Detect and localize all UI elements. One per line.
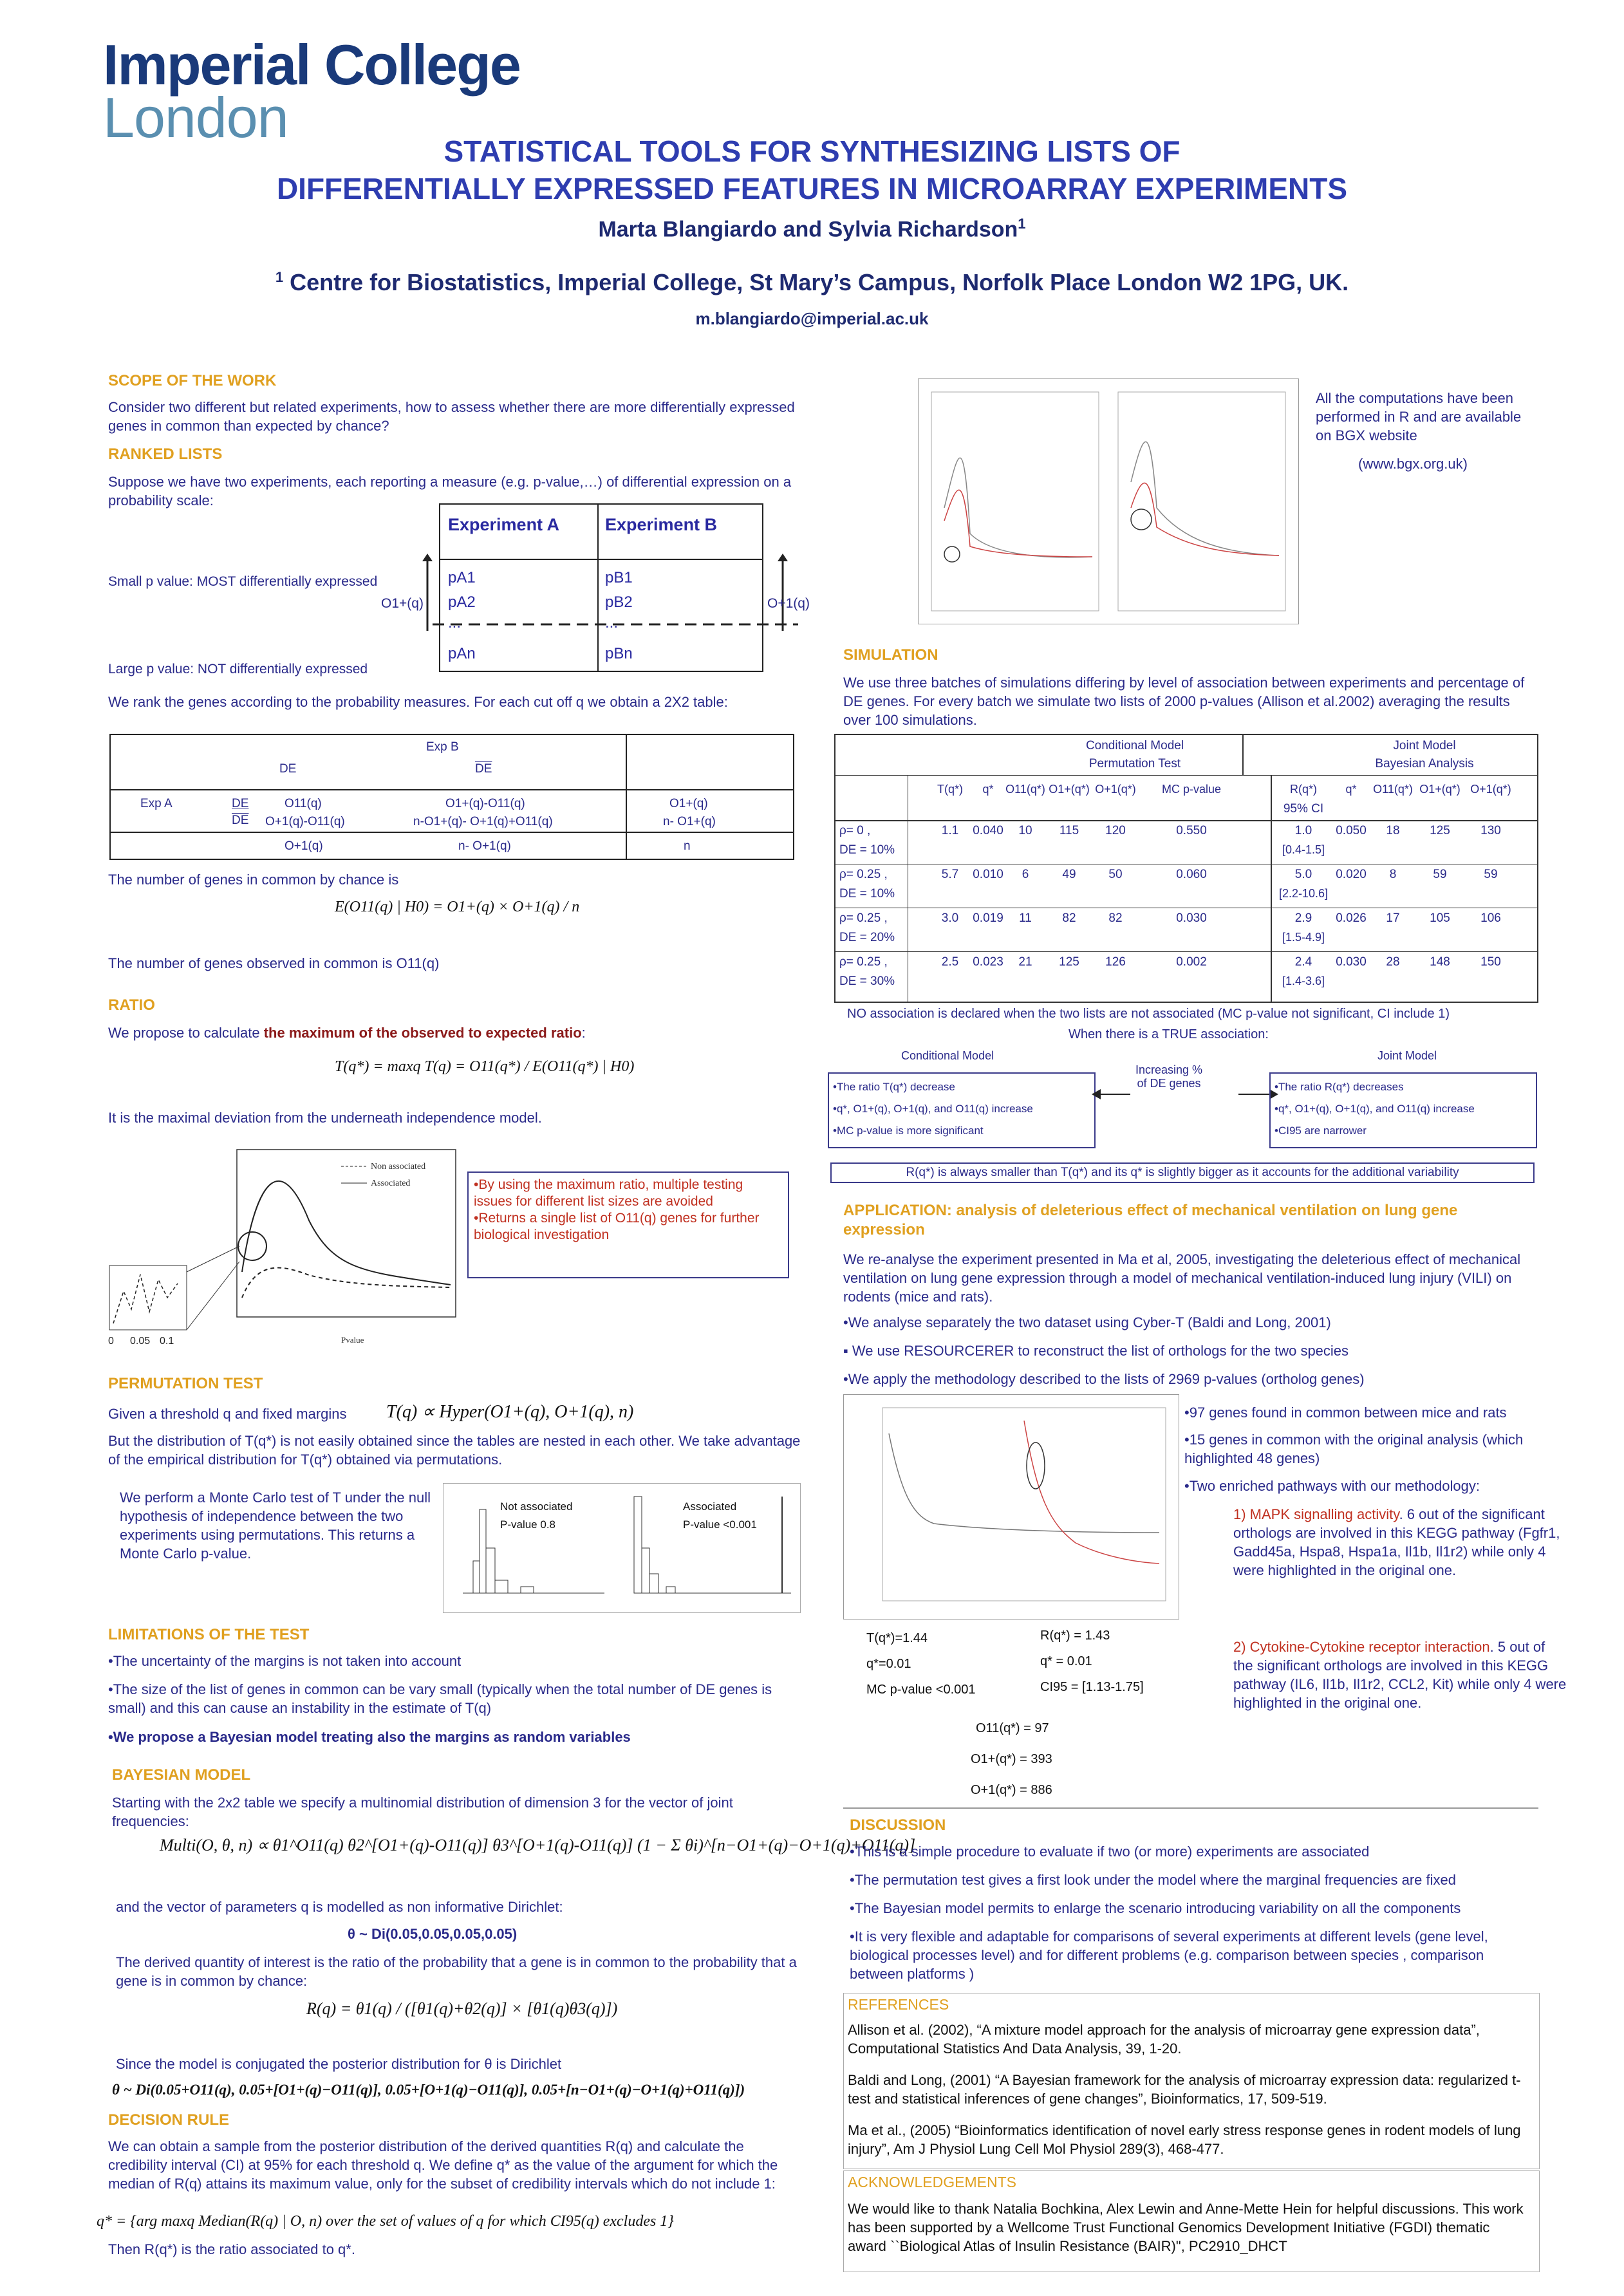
sim-header-cell: O11(q*)	[1373, 783, 1413, 796]
sim-cell: 150	[1480, 955, 1501, 969]
reference-2: Baldi and Long, (2001) “A Bayesian framework for the analysis of microarray expression data: regularized t-test and statistical inferences of gene changes”, Bioinformatics, 17, 509-519.	[848, 2072, 1521, 2107]
bayes-dirichlet: θ ~ Di(0.05,0.05,0.05,0.05)	[348, 1926, 518, 1942]
perm-text3: We perform a Monte Carlo test of T under the null hypothesis of independence between the two experiments using permutations. This returns a Monte Carlo p-value.	[120, 1489, 431, 1562]
sim-row-label-de: DE = 10%	[839, 843, 895, 857]
sim-row-label-de: DE = 10%	[839, 887, 895, 901]
authors-text: Marta Blangiardo and Sylvia Richardson	[598, 217, 1018, 242]
sim-row-label: ρ= 0.25 ,	[839, 955, 888, 969]
expb-label: Exp B	[426, 740, 459, 754]
pathway-2-title: 2) Cytokine-Cytokine receptor interaction	[1233, 1639, 1490, 1655]
bayes-formula3: θ ~ Di(0.05+O11(q), 0.05+[O1+(q)−O11(q)], 0.05+[O+1(q)−O11(q)], 0.05+[n−O1+(q)−O+1(q)+O11(q)])	[112, 2082, 745, 2098]
ack-heading: ACKNOWLEDGEMENTS	[848, 2174, 1016, 2190]
sim-cell: 10	[1018, 824, 1032, 837]
sim-header-cell: q*	[1345, 783, 1357, 796]
references-heading: REFERENCES	[848, 1996, 949, 2013]
inset-tick-1: 0.05	[130, 1336, 151, 1347]
discussion-b4: •It is very flexible and adaptable for comparisons of several experiments at different levels (gene level, biological processes level) and for different problems (e.g. comparison between species , comparison between platforms )	[850, 1928, 1488, 1982]
t-value: T(q*)=1.44	[866, 1631, 928, 1645]
app-r3: •Two enriched pathways with our methodology:	[1184, 1478, 1480, 1494]
sim-cell: 125	[1430, 824, 1450, 837]
bayes-text1: Starting with the 2x2 table we specify a multinomial distribution of dimension 3 for the vector of joint frequencies:	[112, 1795, 733, 1829]
pathway-1-title: 1) MAPK signalling activity	[1233, 1506, 1399, 1522]
sim-cell: 0.030	[1176, 911, 1207, 925]
ratio-pre: We propose to calculate	[108, 1025, 264, 1041]
sim-header-cell: O1+(q*)	[1419, 783, 1461, 796]
no-assoc-text: NO association is declared when the two lists are not associated (MC p-value not significant, CI include 1)	[847, 1007, 1450, 1021]
q2-value: q* = 0.01	[1040, 1654, 1092, 1668]
ratio-text2: It is the maximal deviation from the underneath independence model.	[108, 1110, 542, 1126]
sim-cell: 126	[1105, 955, 1126, 969]
debar-row-label: $\overline{DE}$	[232, 814, 249, 827]
sim-row-label: ρ= 0.25 ,	[839, 911, 888, 925]
sim-cell: 1.0	[1294, 824, 1312, 837]
simulation-plots	[918, 378, 1299, 624]
sim-ci-cell: [0.4-1.5]	[1282, 843, 1325, 856]
computations-text: All the computations have been performed in R and are available on BGX website	[1316, 390, 1522, 443]
sim-row-label: ρ= 0 ,	[839, 824, 871, 837]
legend-assoc: Associated	[371, 1179, 411, 1188]
sim-cell: 125	[1059, 955, 1079, 969]
r-value: R(q*) = 1.43	[1040, 1629, 1110, 1643]
ranked-text: Suppose we have two experiments, each reporting a measure (e.g. p-value,…) of differential expression on a probability scale:	[108, 474, 792, 509]
rank-text: We rank the genes according to the probability measures. For each cut off q we obtain a 2X2 table:	[108, 694, 728, 710]
author-sup: 1	[1018, 216, 1026, 232]
ratio-bullets-box	[467, 1171, 789, 1278]
title-line2: DIFFERENTIALLY EXPRESSED FEATURES IN MICROARRAY EXPERIMENTS	[276, 172, 1348, 205]
discussion-b1: •This is a simple procedure to evaluate if two (or more) experiments are associated	[850, 1843, 1370, 1860]
bayes-text3: The derived quantity of interest is the ratio of the probability that a gene is in common to the probability that a gene is in common by chance:	[116, 1954, 797, 1989]
sim-cell: 50	[1108, 868, 1123, 881]
expa-label: Exp A	[140, 797, 173, 810]
sim-cell: 0.019	[973, 911, 1003, 925]
discussion-heading: DISCUSSION	[850, 1816, 946, 1834]
logo-line1: Imperial College	[103, 33, 520, 97]
hist1-title: Not associated	[500, 1500, 573, 1513]
sim-cell: 59	[1484, 868, 1498, 881]
group-bayesian: Bayesian Analysis	[1375, 757, 1474, 770]
decision-text1: We can obtain a sample from the posterior distribution of the derived quantities R(q) and calculate the credibility interval (CI) at 95% for each threshold q. We define q* as the value of the argument for which the median of R(q) attains its maximum value, only for the subset of credibility intervals which do not include 1:	[108, 2138, 778, 2192]
note-box	[830, 1162, 1535, 1183]
limits-b3: •We propose a Bayesian model treating also the margins as random variables	[108, 1729, 631, 1745]
joint-item-3: •CI95 are narrower	[1274, 1125, 1367, 1137]
increasing-label: Increasing % of DE genes	[1135, 1063, 1203, 1090]
oplus1-label: O+1(q)	[767, 596, 810, 611]
perm-text1: Given a threshold q and fixed margins	[108, 1406, 347, 1422]
bayes-heading: BAYESIAN MODEL	[112, 1766, 251, 1784]
cell-r1c3: O1+(q)	[669, 797, 708, 810]
cell-r2c1: O+1(q)-O11(q)	[265, 815, 345, 828]
o1plus-label: O1+(q)	[381, 596, 424, 611]
sim-cell: 115	[1059, 824, 1079, 837]
o11-value: O11(q*) = 97	[976, 1721, 1049, 1735]
perm-text2: But the distribution of T(q*) is not easily obtained since the tables are nested in each other. We take advantage of the empirical distribution for T(q*) obtained via permutations.	[108, 1433, 801, 1468]
ci-header: 95% CI	[1283, 802, 1324, 816]
cell-r1c2: O1+(q)-O11(q)	[445, 797, 525, 810]
sim-cell: 0.023	[973, 955, 1003, 969]
application-b1: •We analyse separately the two dataset using Cyber-T (Baldi and Long, 2001)	[843, 1314, 1331, 1330]
cell-dots-a: ...	[448, 614, 462, 631]
pathway-2-text: . 5 out of the significant orthologs are involved in this KEGG pathway (IL6, Il1b, Il1r2, CCL2, Kit) while only 4 were highlighted in the original one.	[1233, 1639, 1567, 1711]
cutoff-lines	[386, 554, 824, 657]
group-conditional: Conditional Model	[1085, 739, 1184, 752]
cell-pa1: pA1	[448, 569, 476, 586]
large-p-label: Large p value: NOT differentially expressed	[108, 662, 368, 677]
limits-b1: •The uncertainty of the margins is not taken into account	[108, 1653, 462, 1669]
scope-text: Consider two different but related experiments, how to assess whether there are more differentially expressed genes in common than expected by chance?	[108, 399, 795, 434]
sim-cell: 28	[1386, 955, 1400, 969]
cell-r3c3: n	[684, 839, 691, 853]
perm-histograms	[443, 1483, 801, 1613]
application-b2: ▪ We use RESOURCERER to reconstruct the list of orthologs for the two species	[843, 1343, 1349, 1359]
application-heading: APPLICATION: analysis of deleterious effect of mechanical ventilation on lung gene expression	[843, 1202, 1458, 1238]
sim-cell: 0.040	[973, 824, 1003, 837]
sim-cell: 120	[1105, 824, 1126, 837]
pathway-2	[1233, 1638, 1568, 1712]
bayes-formula2: R(q) = θ1(q) / ([θ1(q)+θ2(q)] × [θ1(q)θ3(q)])	[306, 1999, 618, 2018]
cell-r3c1: O+1(q)	[285, 839, 323, 853]
sim-cell: 49	[1062, 868, 1076, 881]
ratio-xlabel: Pvalue	[341, 1335, 364, 1345]
limits-heading: LIMITATIONS OF THE TEST	[108, 1626, 310, 1643]
sim-cell: 1.1	[941, 824, 959, 837]
sim-header-cell: O+1(q*)	[1095, 783, 1136, 796]
ci-value: CI95 = [1.13-1.75]	[1040, 1680, 1144, 1694]
de-label: DE	[279, 762, 297, 776]
sim-cell: 6	[1022, 868, 1029, 881]
cell-dots-b: ...	[605, 614, 619, 631]
ratio-bullet-1: •By using the maximum ratio, multiple testing issues for different list sizes are avoided	[474, 1177, 743, 1209]
note-text: R(q*) is always smaller than T(q*) and its q* is slightly bigger as it accounts for the additional variability	[906, 1166, 1459, 1179]
cond-item-1: •The ratio T(q*) decrease	[833, 1081, 955, 1093]
sim-cell: 2.5	[941, 955, 959, 969]
ratio-formula: T(q*) = maxq T(q) = O11(q*) / E(O11(q*) | H0)	[335, 1058, 635, 1075]
sim-cell: 0.550	[1176, 824, 1207, 837]
sim-cell: 106	[1480, 911, 1501, 925]
legend-nonassoc: Non associated	[371, 1162, 426, 1171]
reference-3: Ma et al., (2005) “Bioinformatics identification of novel early stress response genes in rodent models of lung injury”, Am J Physiol Lung Cell Mol Physiol 289(3), 468-477.	[848, 2122, 1521, 2157]
true-assoc-text: When there is a TRUE association:	[1069, 1027, 1269, 1041]
inset-tick-2: 0.1	[160, 1336, 174, 1347]
q-value: q*=0.01	[866, 1657, 911, 1671]
sim-header-cell: q*	[982, 783, 994, 796]
cell-r3c2: n- O+1(q)	[458, 839, 511, 853]
application-plot	[843, 1394, 1179, 1619]
ratio-bullet-2: •Returns a single list of O11(q) genes for further biological investigation	[474, 1211, 760, 1242]
pathway-1-text: . 6 out of the significant orthologs are involved in this KEGG pathway (Fgfr1, Gadd45a, Hspa8, Hspa1a, Il1b, Il1r2) while only 4 were highlighted in the original one.	[1233, 1506, 1560, 1578]
sim-header-cell: O11(q*)	[1005, 783, 1045, 796]
logo-line2: London	[103, 86, 288, 149]
application-text1: We re-analyse the experiment presented in Ma et al, 2005, investigating the deleterious effect of mechanical ventilation on lung gene expression through a model of mechanical ventilation-induced lung injury (VILI) on rodents (mice and rats).	[843, 1251, 1521, 1305]
joint-item-1: •The ratio R(q*) decreases	[1274, 1081, 1404, 1093]
sim-cell: 5.7	[941, 868, 959, 881]
sim-cell: 2.9	[1294, 911, 1312, 925]
simulation-text: We use three batches of simulations differing by level of association between experiments and percentage of DE genes. For every batch we simulate two lists of 2000 p-values (Allison et al.2002) averaging the results over 100 simulations.	[843, 675, 1525, 728]
sim-cell: 0.002	[1176, 955, 1207, 969]
cond-model-label: Conditional Model	[901, 1049, 994, 1062]
perm-heading: PERMUTATION TEST	[108, 1375, 263, 1392]
authors	[0, 216, 1624, 242]
pathway-1	[1233, 1505, 1568, 1580]
op1-value: O+1(q*) = 886	[971, 1783, 1052, 1797]
bayes-formula1: Multi(O, θ, n) ∝ θ1^O11(q) θ2^[O1+(q)-O11(q)] θ3^[O+1(q)-O11(q)] (1 − Σ θi)^[n−O1+(q)−O+1(q)+O11(q)]	[160, 1836, 916, 1854]
cell-pa2: pA2	[448, 593, 476, 611]
sim-cell: 2.4	[1294, 955, 1312, 969]
decision-text2: Then R(q*) is the ratio associated to q*.	[108, 2241, 355, 2257]
cond-item-2: •q*, O1+(q), O+1(q), and O11(q) increase	[833, 1103, 1033, 1115]
sim-cell: 82	[1062, 911, 1076, 925]
ratio-heading: RATIO	[108, 996, 155, 1014]
cell-pbn: pBn	[605, 645, 633, 662]
sim-cell: 82	[1108, 911, 1123, 925]
sim-cell: 11	[1019, 911, 1032, 925]
cell-r1c1: O11(q)	[285, 797, 322, 810]
joint-item-2: •q*, O1+(q), O+1(q), and O11(q) increase	[1274, 1103, 1475, 1115]
bgx-link[interactable]: (www.bgx.org.uk)	[1358, 456, 1468, 472]
app-r2: •15 genes in common with the original analysis (which highlighted 48 genes)	[1184, 1432, 1524, 1466]
joint-model-label: Joint Model	[1377, 1049, 1437, 1062]
chance-text: The number of genes in common by chance is	[108, 872, 399, 888]
small-p-label: Small p value: MOST differentially expressed	[108, 574, 378, 589]
sim-ci-cell: [1.4-3.6]	[1282, 975, 1325, 987]
scope-heading: SCOPE OF THE WORK	[108, 372, 277, 389]
cond-box	[828, 1072, 1096, 1148]
sim-cell: 8	[1389, 868, 1397, 881]
col-experiment-b: Experiment B	[605, 515, 718, 534]
sim-cell: 59	[1433, 868, 1447, 881]
cell-pan: pAn	[448, 645, 476, 662]
joint-box	[1269, 1072, 1537, 1148]
group-joint: Joint Model	[1393, 739, 1456, 752]
cell-r2c3: n- O1+(q)	[663, 815, 716, 828]
sim-cell: 0.026	[1336, 911, 1367, 925]
decision-formula: q* = {arg maxq Median(R(q) | O, n) over the set of values of q for which CI95(q) excludes 1}	[97, 2213, 674, 2230]
simulation-heading: SIMULATION	[843, 646, 938, 664]
ranked-heading: RANKED LISTS	[108, 445, 223, 463]
sim-cell: 130	[1480, 824, 1501, 837]
sim-cell: 0.010	[973, 868, 1003, 881]
sim-cell: 5.0	[1294, 868, 1312, 881]
hist2-pvalue: P-value <0.001	[683, 1518, 757, 1531]
sim-header-cell: R(q*)	[1289, 783, 1317, 796]
chance-formula: E(O11(q) | H0) = O1+(q) × O+1(q) / n	[335, 899, 580, 915]
sim-header-cell: T(q*)	[937, 783, 963, 796]
bayes-text2: and the vector of parameters q is modelled as non informative Dirichlet:	[116, 1899, 563, 1915]
increasing-arrows	[1092, 1081, 1278, 1107]
col-experiment-a: Experiment A	[448, 515, 560, 534]
sim-cell: 0.020	[1336, 868, 1367, 881]
ratio-curve-chart	[90, 1143, 463, 1362]
email-link[interactable]: m.blangiardo@imperial.ac.uk	[695, 309, 929, 328]
references-box	[843, 1993, 1540, 2169]
table-2x2	[109, 734, 794, 860]
application-b3: •We apply the methodology described to the lists of 2969 p-values (ortholog genes)	[843, 1371, 1365, 1387]
simulation-table	[834, 734, 1538, 1003]
sim-cell: 0.030	[1336, 955, 1367, 969]
de-row-label: DE	[232, 797, 249, 810]
affiliation	[0, 269, 1624, 296]
perm-formula: T(q) ∝ Hyper(O1+(q), O+1(q), n)	[386, 1402, 634, 1422]
sim-cell: 18	[1386, 824, 1400, 837]
title-line1: STATISTICAL TOOLS FOR SYNTHESIZING LISTS OF	[443, 135, 1181, 168]
app-r1: •97 genes found in common between mice and rats	[1184, 1405, 1507, 1421]
sim-row-label-de: DE = 20%	[839, 931, 895, 944]
sim-cell: 105	[1430, 911, 1450, 925]
group-permutation: Permutation Test	[1088, 757, 1181, 770]
ack-box	[843, 2170, 1540, 2272]
cond-item-3: •MC p-value is more significant	[833, 1125, 984, 1137]
sim-ci-cell: [2.2-10.6]	[1278, 887, 1329, 900]
hist1-pvalue: P-value 0.8	[500, 1518, 555, 1531]
debar-label: $\overline{DE}$	[475, 762, 492, 776]
inset-tick-0: 0	[108, 1336, 114, 1347]
ratio-text	[108, 1023, 586, 1042]
cell-r2c2: n-O1+(q)- O+1(q)+O11(q)	[413, 815, 553, 828]
sim-cell: 21	[1018, 955, 1032, 969]
affil-sup: 1	[275, 269, 284, 285]
cell-pb1: pB1	[605, 569, 633, 586]
sim-ci-cell: [1.5-4.9]	[1282, 931, 1325, 944]
sim-cell: 3.0	[941, 911, 959, 925]
sim-row-label: ρ= 0.25 ,	[839, 868, 888, 881]
affiliation-text: Centre for Biostatistics, Imperial College, St Mary’s Campus, Norfolk Place London W2 1PG, UK.	[290, 269, 1349, 295]
limits-b2: •The size of the list of genes in common can be vary small (typically when the total number of DE genes is small) and this can cause an instability in the estimate of T(q)	[108, 1681, 772, 1716]
mc-value: MC p-value <0.001	[866, 1683, 976, 1697]
ratio-bold: the maximum of the observed to expected ratio	[263, 1025, 582, 1041]
observed-text: The number of genes observed in common is O11(q)	[108, 955, 440, 971]
ack-text: We would like to thank Natalia Bochkina, Alex Lewin and Anne-Mette Hein for helpful discussions. This work has been supported by a Wellcome Trust Functional Genomics Development Initiative (FGDI) thematic award ``Biological Atlas of Insulin Resistance (BAIR)", PC2910_DHCT	[848, 2201, 1524, 2254]
sim-cell: 0.050	[1336, 824, 1367, 837]
sim-cell: 0.060	[1176, 868, 1207, 881]
app-divider	[843, 1807, 1538, 1809]
o1p-value: O1+(q*) = 393	[971, 1752, 1052, 1766]
sim-header-cell: O1+(q*)	[1049, 783, 1090, 796]
hist2-title: Associated	[683, 1500, 737, 1513]
sim-header-cell: O+1(q*)	[1470, 783, 1511, 796]
ratio-post: :	[581, 1025, 586, 1041]
sim-header-cell: MC p-value	[1161, 783, 1222, 796]
decision-heading: DECISION RULE	[108, 2111, 230, 2129]
discussion-b3: •The Bayesian model permits to enlarge the scenario introducing variability on all the components	[850, 1900, 1461, 1916]
sim-cell: 148	[1430, 955, 1450, 969]
bayes-text4: Since the model is conjugated the posterior distribution for θ is Dirichlet	[116, 2056, 562, 2072]
reference-1: Allison et al. (2002), “A mixture model approach for the analysis of microarray gene expression data”, Computational Statistics And Data Analysis, 39, 1-20.	[848, 2022, 1480, 2057]
discussion-b2: •The permutation test gives a first look under the model where the marginal frequencies are fixed	[850, 1872, 1456, 1888]
cell-pb2: pB2	[605, 593, 633, 611]
sim-cell: 17	[1386, 911, 1400, 925]
sim-row-label-de: DE = 30%	[839, 975, 895, 988]
